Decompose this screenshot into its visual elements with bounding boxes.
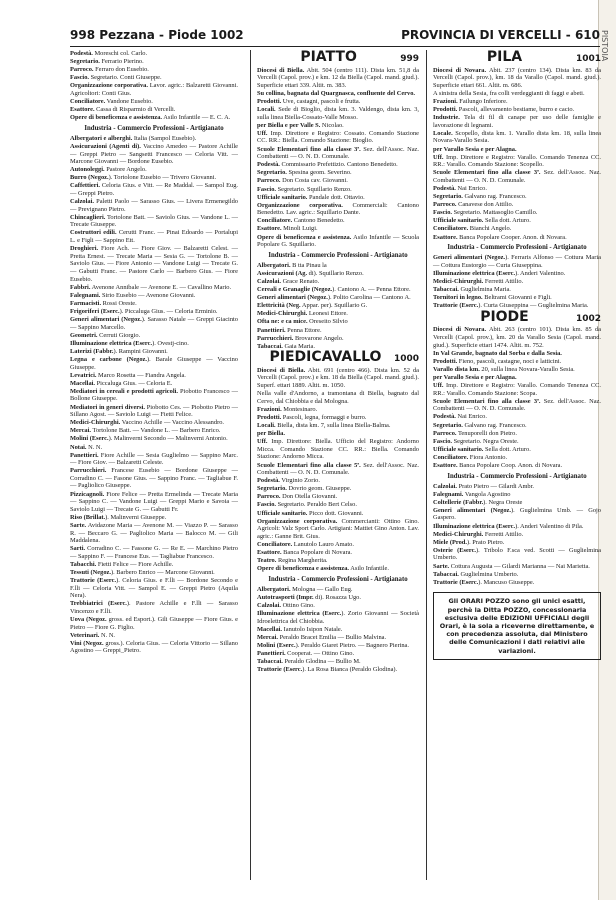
directory-entry: Ufficiale sanitario. Sella dott. Arturo. [433, 445, 531, 453]
spine-label: PISTOIA [600, 30, 609, 62]
directory-entry: Fascio. Segretario. Squillario Renzo. [257, 185, 352, 193]
directory-entry: per Biella e per Valle S. Nicolao. [257, 121, 344, 129]
town-name: PIODE [480, 308, 529, 325]
directory-entry: Varallo dista km. 20, sulla linea Novara-Varallo Sesia. [433, 365, 575, 373]
directory-entry: Veterinari. N. N. [70, 631, 116, 639]
town-heading [433, 308, 601, 325]
directory-entry: Tabaccai. Gaia Maria. [257, 342, 315, 350]
directory-entry: Opere di beneficenza e assistenza. Asilo Infantile — E. C. A. [70, 114, 231, 122]
directory-entry: Uff. Imp. Direttore e Registro: Cossato. Comando Stazione CC. RR.: Biella. Comando Stazione: Bioglio. [257, 129, 419, 145]
directory-entry: Panettieri. Cooperat. — Ottino Gino. [257, 650, 355, 658]
directory-entry: Sarte. Cottura Augusta — Gilardi Marianna — Nai Marietta. [433, 562, 590, 570]
directory-entry: Geometri. Cerruti Giorgio. [70, 331, 141, 339]
running-header [70, 28, 600, 44]
directory-entry: Nella valle d'Andorno, a tramontana di Biella, bagnato dal Cervo, dal Chiobbia e dal Mologna. [257, 390, 419, 405]
directory-entry: Trattorie (Eserc.). Celoria Gius. e F.lli — Bordone Secondo e F.lli — Celoria Vitt. — Sampol E. — Greppi Pietro (Aquila Nera). [70, 577, 238, 600]
directory-entry: Macellai. Ianutolo Isipon Natale. [257, 625, 343, 633]
directory-entry: Frazioni. Montesinaro. [257, 405, 318, 413]
directory-entry: Su collina, bagnata dal Quargnasca, confluente del Cervo. [257, 89, 415, 97]
directory-entry: Scuole Elementari fino alla classe 3ª. Sez. dell'Assoc. Naz. Combattenti — O. N. D. Comunale. [433, 397, 601, 413]
directory-entry: Illuminazione elettrica (Eserc.). Anderi Valentino. [433, 269, 566, 277]
directory-entry: Uff. Imp. Direttore e Registro: Varallo. Comando Tenenza CC. RR.: Varallo. Comando Stazione: Scopa. [433, 382, 601, 397]
directory-entry: Opere di beneficenza e assistenza. Asilo Infantile — Scuola Popolare G. Squillario. [257, 233, 419, 249]
directory-entry: Frazioni. Failungo Inferiore. [433, 97, 508, 105]
directory-entry: Prodotti. Pascoli, allevamento bestiame, burro e cacio. [433, 106, 575, 114]
directory-entry: Generi alimentari (Negoz.). Sarasso Natale — Greppi Giacinto — Sappino Marcello. [70, 316, 238, 331]
directory-entry: Coltellerie (Fabbr.). Negra Oreste [433, 498, 523, 506]
directory-entry: Parrucchieri. Francese Eusebio — Bordone Giuseppe — Corradino C. — Fasone Gius. — Sappino Franc. — Tagliabue F. — Pagliolico Giuseppe. [70, 467, 238, 490]
directory-entry: Mediatori in generi diversi. Piobotto Ces. — Piobotto Pietro — Sillano Agost. — Saviolo Luigi — Fietti Felice. [70, 403, 238, 419]
directory-entry: per Varallo Sesia e per Alagna. [433, 373, 517, 381]
directory-entry: Droghieri. Fiore Ach. — Fiore Giov. — Balzaretti Celest. — Pretta Ernest. — Trecate Maria — Sesia G. — Tortolone B. — Saviolo Gius. — Fiore Antonio — Vandone Luigi — Trecate G. — Gabutti Franc. — Pastore Carlo — Barbero Gius. — Fiore Eusebio. [70, 245, 238, 283]
section-heading: Industria - Commercio Professioni - Artigianato [84, 124, 224, 132]
directory-entry: Tabacchi. Fietti Felice — Fiore Achille. [70, 560, 174, 568]
directory-entry: Segretario. Ferrario Pierino. [70, 58, 144, 66]
directory-entry: Calzolai. Paletti Paolo — Sarasso Gius. — Livera Ermenegildo — Prevignano Pietro. [70, 198, 238, 213]
page-margin [0, 0, 60, 900]
directory-entry: Medici-Chirurghi. Ferretti Attilio. [433, 530, 524, 538]
directory-entry: Trattorie (Eserc.). La Rosa Bianca (Peraldo Glodina). [257, 666, 398, 674]
directory-entry: Prodotti. Pascoli, legna, formaggi e burro. [257, 413, 367, 421]
directory-entry: Pizzicagnoli. Fiore Felice — Pretta Ermelinda — Trecate Maria — Sappino C. — Vandone Luigi — Greppi Mario e Savoia — Saviolo Luigi — Trecate G. — Gabutti Fr. [70, 490, 238, 513]
directory-entry: Medici-Chirurghi. Vaccino Achille — Vaccino Alessandro. [70, 419, 224, 427]
directory-entry: Molini (Eserc.). Peraldo Giaret Pietro. — Bagnero Pierina. [257, 641, 409, 649]
directory-entry: Esattore. Banca Popolare Coop. Anon. di Novara. [433, 462, 563, 469]
directory-entry: In Val Grande, bagnato dal Sorba e dalla Sesia. [433, 349, 562, 357]
directory-entry: Organizzazione corporativa. Commerciali: Cantono Benedetto. Lav. agric.: Squillario Dante. [257, 201, 419, 217]
directory-entry: Sarti. Corradino C. — Fassone G. — Re E. — Marchino Pietro — Sappino F. — Francese Eus. — Tagliabue Francesco. [70, 545, 238, 560]
directory-entry: Generi alimentari (Negoz.). Guglielmina Umb. — Gojo Gaspero. [433, 506, 601, 522]
directory-entry: Opere di beneficenza e assistenza. Asilo Infantile. [257, 565, 389, 573]
directory-entry: Fabbri. Avenone Annibale — Avenone E. — Cavallino Mario. [70, 283, 232, 291]
directory-entry: Legna e carbone (Negoz.). Barale Giuseppe — Vaccino Giuseppe. [70, 355, 238, 371]
directory-entry: Caffettieri. Celoria Gius. e Vitt. — Re Maddal. — Sampol Eug. — Greppi Pietro. [70, 182, 238, 197]
directory-entry: Segretario. Spesina geom. Severino. [257, 169, 352, 177]
directory-entry: Tabaccai. Guglielmina Umberto. [433, 570, 519, 578]
header-right: PROVINCIA DI VERCELLI - 610 [401, 28, 600, 42]
town-name: PIEDICAVALLO [269, 349, 382, 366]
town-name: PILA [486, 50, 523, 65]
directory-entry: Osterie (Eserc.). Tribolo F.sca ved. Scotti — Guglielmina Umberto. [433, 546, 601, 562]
directory-entry: Uova (Negoz. gross. ed Esport.). Gili Giuseppe — Fiore Gius. e Pietro — Fiore G. Figlio. [70, 616, 238, 631]
directory-entry: Burro (Negoz.). Tortolone Eusebio — Trivero Giovanni. [70, 174, 217, 182]
column-1 [70, 50, 238, 880]
directory-entry: Podestà. Moreschi col. Carlo. [70, 50, 148, 57]
directory-entry: Tabaccai. Peraldo Glodina — Bullio M. [257, 658, 361, 666]
directory-entry: Albergatori. B tta Pinau la [257, 261, 327, 269]
directory-entry: Conciliatore. Cantono Benedetto. [257, 217, 345, 225]
directory-entry: Podestà. Nai Enrico. [433, 413, 487, 421]
directory-entry: Medici-Chirurghi. Ferretti Attilio. [433, 277, 524, 285]
directory-entry: Organizzazione corporativa. Commercianti: Ottino Gino. Agricolt: Valz Sport Carlo. Artigiani: Mattiet Gino Anton. Lav. agric.: Ganne Brit. Gius. [257, 517, 419, 540]
directory-entry: Segretario. Galvano rag. Francesco. [433, 193, 527, 201]
directory-entry: Vini (Negoz. gross.). Celoria Gius. — Celoria Vittorio — Sillano Agostino — Greppi_Pietro. [70, 639, 238, 655]
directory-entry: Parroco. Don Otella Giovanni. [257, 493, 338, 501]
section-heading: Industria - Commercio Professioni - Artigianato [447, 244, 587, 252]
column-3 [426, 50, 601, 880]
town-number: 999 [400, 54, 419, 64]
header-left: 998 Pezzana - Piode 1002 [70, 28, 244, 42]
directory-entry: Prodotti. Uve, castagni, pascoli e frutta. [257, 97, 361, 105]
directory-entry: Conciliatore. Lanutolo Lauro Amato. [257, 540, 354, 548]
directory-entry: Conciliatore. Vandone Eusebio. [70, 98, 153, 106]
directory-entry: Conciliatore. Bianchi Angelo. [433, 225, 512, 233]
directory-entry: Parrucchieri. Brovarone Angelo. [257, 334, 344, 342]
town-number: 1000 [393, 354, 419, 365]
town-heading [257, 349, 419, 366]
directory-entry: Diocesi di Novara. Abit. 237 (centro 134). Dista km. 83 da Vercelli (Capol. prov.), km. 18 da Varallo (Capol. mand. giud.). Superficie ettari 661. Altit. m. 686. [433, 66, 601, 89]
directory-entry: Costruttori edili. Cerutti Franc. — Pinai Edoardo — Portalupi L. e Figli — Sappino Ett. [70, 229, 238, 245]
directory-entry: Fascio. Segretario. Peraldo Bert Celso. [257, 501, 357, 509]
directory-entry: Panettieri. Fiore Achille — Sesia Guglielmo — Sappino Marc. — Fiore Giov. — Balzaretti Celeste. [70, 451, 238, 467]
directory-entry: Trattorie (Eserc.). Curta Giuseppina — Guglielmina Maria. [433, 302, 589, 310]
directory-entry: Parroco. Canavese don Attilio. [433, 201, 514, 209]
directory-entry: Parroco. Tenuporelli don Pietro. [433, 429, 517, 437]
directory-entry: Fascio. Segretario. Negra Oreste. [433, 437, 519, 445]
directory-entry: Chincaglieri. Tortolone Batt. — Saviolo Gius. — Vandone L. — Trecate Giuseppe. [70, 213, 238, 229]
directory-entry: Frigoriferi (Eserc.). Piccaluga Gius. — Celoria Erminio. [70, 307, 218, 315]
section-heading: Industria - Commercio Professioni - Artigianato [447, 472, 587, 480]
directory-entry: Locali. Biella, dista km. 7, sulla linea Biella-Balma. [257, 422, 391, 430]
directory-entry: Falegnami. Sirio Eusebio — Avenone Giovanni. [70, 291, 196, 299]
directory-entry: Tabaccai. Guglielmina Maria. [433, 286, 511, 294]
town-number: 1001 [575, 54, 601, 64]
directory-entry: Calzolai. Prato Pietro — Gilardi Ambr. [433, 482, 535, 490]
directory-entry: Segretario. Galvano rag. Francesco. [433, 421, 527, 429]
directory-entry: A sinistra della Sesia, fra colli verdeggianti di faggi e abeti. [433, 89, 585, 97]
directory-entry: Trebbiatrici (Eserc.). Pastore Achille e F.lli — Sarasso Vincenzo e F.lli. [70, 600, 238, 615]
directory-entry: Ufficiale sanitario. Sella dott. Arturo. [433, 217, 531, 225]
directory-entry: Cereali e Granaglie (Negoz.). Cantono A. — Penna Ettore. [257, 286, 411, 294]
directory-entry: Panettieri. Penna Ettore. [257, 326, 322, 334]
directory-entry: Industrie. Tela di fil di canape per uso delle famiglie e lavorazione di legnami. [433, 114, 601, 129]
directory-entry: Falegnami. Vangola Agostino [433, 490, 511, 498]
directory-entry: Teatro. Regina Margherita. [257, 557, 328, 565]
column-2 [250, 50, 419, 880]
directory-entry: Illuminazione elettrica (Eserc.). Zorio Giovanni — Società Idroelettrica del Chiobbia. [257, 610, 419, 625]
directory-entry: Diocesi di Biella. Abit. 504 (centro 111). Dista km. 51,8 da Vercelli (Capol. prov.) e km. 12 da Biella (Capol. mand. giud.). Superficie ettari 339. Altit. m. 383. [257, 66, 419, 89]
directory-entry: Podestà. Commissario Prefettizio. Cantono Benedetto. [257, 161, 398, 169]
directory-entry: Mercai. Tortolone Batt. — Vandone L. — Barbero Enrico. [70, 427, 221, 435]
directory-entry: per Biella. [257, 430, 285, 438]
directory-entry: Tornitori in legno. Beltrami Giovanni e Figli. [433, 294, 552, 302]
town-heading [433, 50, 601, 65]
directory-entry: Locali. Sede di Bioglio, dista km. 3. Valdengo, dista km. 3, sulla linea Biella-Cossato-Valle Mosso. [257, 106, 419, 121]
directory-entry: Albergatori e alberghi. Italia (Sampol Eusebio). [70, 134, 197, 142]
directory-entry: Podestà. Nai Enrico. [433, 185, 487, 192]
directory-entry: Fascio. Segretario. Conti Giuseppe. [70, 74, 162, 82]
directory-entry: Generi alimentari (Negoz.). Polito Carolina — Cantono A. [257, 294, 411, 302]
directory-entry: Scuole Elementari fino alla classe 3ª. Sez. dell'Assoc. Naz. Combattenti — O. N. D. Comunale. [433, 169, 601, 184]
directory-entry: Podestà. Virginio Zorio. [257, 477, 320, 485]
directory-page [70, 0, 600, 900]
directory-entry: Parroco. Don Costa cav. Giovanni. [257, 177, 348, 185]
directory-entry: Illuminazione elettrica (Eserc.). Ovestj-cino. [70, 339, 189, 347]
directory-entry: Autotrasporti (Impr. di). Rosazza Ugo. [257, 593, 361, 601]
directory-entry: Esattore. Banca Popolare di Novara. [257, 549, 353, 557]
directory-entry: Autonoleggi. Pastore Angelo. [70, 166, 147, 174]
directory-entry: Levatrici. Marco Rosetta — Fiandra Angela. [70, 371, 186, 379]
section-heading: Industria - Commercio Professioni - Artigianato [268, 251, 408, 259]
directory-entry: Riso (Brillat.). Malinverni Giuseppe. [70, 513, 167, 521]
directory-entry: Diocesi di Novara. Abit. 263 (centro 101). Dista km. 85 da Vercelli (Capol. prov.), km. 20 da Varallo Sesia (Capol. mand. giud.). Superficie ettari 1474. Altit. m. 752. [433, 326, 601, 349]
directory-entry: Conciliatore. Fiora Antonio. [433, 453, 508, 461]
directory-entry: Albergatori. Mologna — Gallo Eug. [257, 585, 353, 593]
directory-entry: Esattore. Minoli Luigi. [257, 225, 318, 233]
directory-entry: Uff. Imp. Direttore: Biella. Ufficio del Registro: Andorno Micca. Comando Stazione CC. RR.: Biella. Comando Stazione: Andorno Micca. [257, 438, 419, 461]
town-heading [257, 50, 419, 65]
directory-entry: Parroco. Ferraro don Eusebio. [70, 66, 149, 74]
directory-entry: Diocesi di Biella. Abit. 691 (centro 466). Dista km. 52 da Vercelli (Capol. prov.) e km. 18 da Biella (Capol. mand. giud.). Superf. ettari 1889. Altit. m. 1050. [257, 366, 419, 390]
directory-entry: Prodotti. Fieno, pascoli, castagne, noci e latticini. [433, 357, 562, 365]
directory-entry: Assicurazioni (Agenti di). Vaccino Amedeo — Pastore Achille — Greppi Pietro — Sangsetti Francesco — Celoria Vitt. — Marcone Giovanni — Bordone Eusebio. [70, 142, 238, 166]
directory-entry: Ufficiale sanitario. Picco dott. Giovanni. [257, 509, 364, 517]
directory-entry: Macellai. Piccaluga Gius. — Celoria E. [70, 379, 173, 387]
directory-entry: Esattore. Banca Popolare Cooper. Anon. di Novara. [433, 233, 567, 241]
directory-entry: Uff. Imp. Direttore e Registro: Varallo. Comando Tenenza CC. RR.: Varallo. Comando Stazione: Scopello. [433, 153, 601, 169]
directory-entry: per Varallo Sesia e per Alagna. [433, 145, 517, 153]
directory-entry: Molini (Eserc.). Malinverni Secondo — Malinverni Antonio. [70, 435, 228, 443]
directory-entry: Ufficiale sanitario. Pandale dott. Ottavio. [257, 193, 365, 201]
directory-entry: Calzolai. Grace Renato. [257, 277, 320, 285]
directory-entry: Tessuti (Negoz.). Barbero Enrico — Marcone Giovanni. [70, 569, 215, 576]
header-rule [70, 46, 600, 47]
directory-entry: Organizzazione corporativa. Lavor. agric.: Balzaretti Giovanni. Agricoltori: Conti Gius. [70, 82, 238, 97]
town-name: PIATTO [300, 50, 357, 65]
directory-entry: Scuole Elementari fino alla classe 3ª. Sez. dell'Assoc. Naz. Combattenti — O. N. D. Comunale. [257, 145, 419, 161]
directory-entry: Segretario. Dovrio geom. Giuseppe. [257, 485, 352, 493]
directory-entry: Miele (Prod.). Prato Pietro. [433, 538, 505, 546]
directory-entry: Sarte. Avidazone Maria — Avenone M. — Viazzo P. — Sarasso R. — Beccaro G. — Pagliolico Maria — Balocco M. — Gili Maddalena. [70, 521, 238, 545]
directory-entry: Scuole Elementari fino alla classe 5ª. Sez. dell'Assoc. Naz. Combattenti — O. N. D. Comunale. [257, 461, 419, 477]
directory-entry: Locale. Scopello, dista km. 1. Varallo dista km. 18, sulla linea Novara-Varallo Sesia. [433, 129, 601, 145]
section-heading: Industria - Commercio Professioni - Artigianato [268, 575, 408, 583]
directory-entry: Fascio. Segretario. Mattasoglio Camillo. [433, 209, 538, 217]
directory-entry: Medici-Chirurghi. Leonesi Ettore. [257, 310, 348, 318]
directory-entry: Notai. N. N. [70, 443, 103, 451]
directory-entry: Laterizi (Fabbr.). Rampini Giovanni. [70, 347, 168, 355]
directory-entry: Elettricità (Neg. Appar. per). Squillario G. [257, 302, 368, 310]
directory-entry: Mercai. Peraldo Bracet Emilia — Bullio Malvina. [257, 633, 387, 641]
directory-entry: Calzolai. Ottino Gino. [257, 602, 315, 609]
directory-entry: Trattorie (Eserc.). Mancuso Giuseppe. [433, 578, 535, 586]
directory-entry: Assicurazioni (Ag. di). Squillario Renzo. [257, 269, 364, 277]
directory-entry: Ofta ne: e ca mice. Oreseito Silvio [257, 318, 348, 326]
advertisement-box: Gli ORARI POZZO sono gli unici esatti, perchè la Ditta POZZO, concessionaria esclusiva delle EDIZIONI UFFICIALI degli Orari, è la sola a riceverne direttamente, e con precedenza assoluta, dal Ministero delle Comunicazioni i dati relativi alle variazioni. [433, 592, 601, 659]
directory-entry: Generi alimentari (Negoz.). Ferraris Alfonso — Cottura Maria — Cottura Eustorgio — Curta Giuseppina. [433, 254, 601, 269]
town-number: 1002 [575, 313, 601, 324]
directory-entry: Esattore. Cassa di Risparmio di Vercelli. [70, 106, 176, 114]
directory-entry: Farmacisti. Rossi Oreste. [70, 299, 137, 307]
directory-entry: Illuminazione elettrica (Eserc.). Anderi Valentino di Pila. [433, 522, 584, 530]
directory-entry: Mediatori in cereali e prodotti agricoli. Piobotto Francesco — Bollone Giuseppe. [70, 387, 238, 403]
